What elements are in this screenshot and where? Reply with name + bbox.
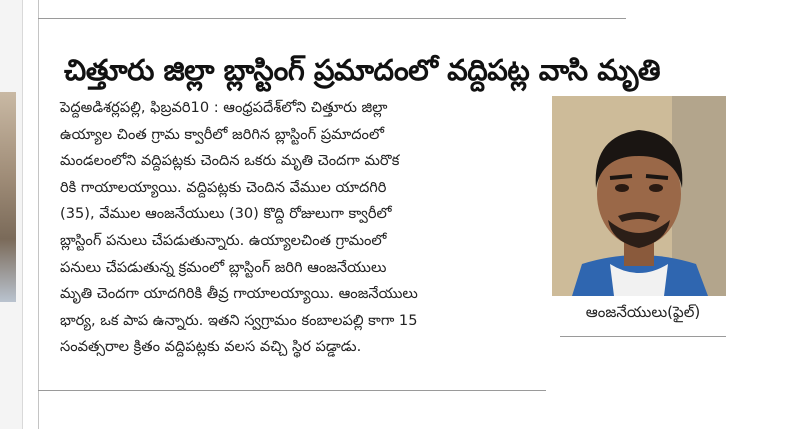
portrait-photo: [552, 96, 726, 296]
caption-rule: [560, 336, 726, 337]
column-divider: [38, 0, 39, 429]
article-body: [60, 95, 548, 361]
bottom-rule: [38, 390, 546, 391]
body-line: సంవత్సరాల క్రితం వద్దిపట్లకు వలస వచ్చి స్థిర పడ్డాడు.: [60, 338, 362, 356]
body-line: రికి గాయాలయ్యాయి. వద్దిపట్లకు చెందిన వేముల యాదగిరి: [60, 178, 387, 196]
article-headline: చిత్తూరు జిల్లా బ్లాస్టింగ్ ప్రమాదంలో వద్దిపట్ల వాసి మృతి: [64, 53, 661, 88]
photo-caption: ఆంజనేయులు(ఫైల్): [585, 303, 701, 321]
body-line: ఉయ్యాల చింత గ్రామ క్వారీలో జరిగిన బ్లాస్టింగ్ ప్రమాదంలో: [60, 125, 384, 143]
body-line: భార్య, ఒక పాప ఉన్నారు. ఇతని స్వగ్రామం కంబాలపల్లి కాగా 15: [60, 311, 418, 329]
body-line: మృతి చెందగా యాదగిరికి తీవ్ర గాయాలయ్యాయి. ఆంజనేయులు: [60, 285, 418, 303]
top-rule: [38, 18, 626, 19]
body-line: పెద్దఅడిశర్లపల్లి, ఫిబ్రవరి10 : ఆంధ్రపదేశ్‌లోని చిత్తూరు జిల్లా: [60, 99, 388, 116]
body-line: బ్లాస్టింగ్ పనులు చేపడుతున్నారు. ఉయ్యాలచింత గ్రామంలో: [60, 231, 387, 249]
body-line: మండలంలోని వద్దిపట్లకు చెందిన ఒకరు మృతి చెందగా మరొక: [60, 152, 400, 170]
portrait-illustration: [552, 96, 726, 296]
body-line: (35), వేముల ఆంజనేయులు (30) కొద్ది రోజులుగా క్వారీలో: [60, 205, 392, 223]
body-line: పనులు చేపడుతున్న క్రమంలో బ్లాస్టింగ్ జరిగి ఆంజనేయులు: [60, 258, 387, 276]
adjacent-column-photo: [0, 92, 16, 302]
